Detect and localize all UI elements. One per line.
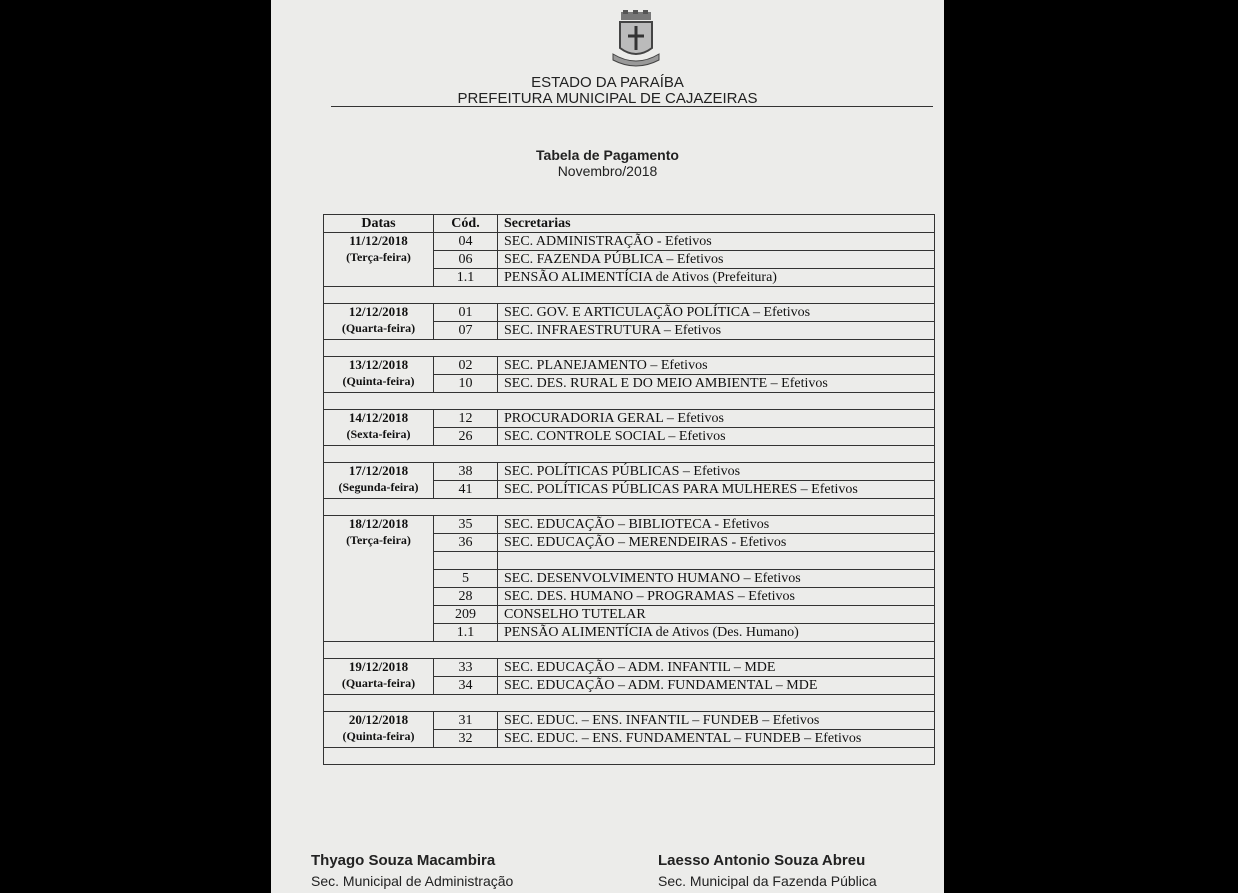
document-title: Tabela de Pagamento	[536, 147, 679, 163]
payment-date: 18/12/2018	[348, 516, 409, 531]
spacer-row	[324, 695, 935, 712]
secretariat-name: SEC. EDUCAÇÃO – MERENDEIRAS - Efetivos	[498, 534, 935, 552]
signatory-role: Sec. Municipal da Fazenda Pública	[658, 873, 877, 889]
secretariat-name: PENSÃO ALIMENTÍCIA de Ativos (Prefeitura)	[498, 269, 935, 287]
spacer-cell	[324, 748, 935, 765]
payment-weekday: (Quarta-feira)	[341, 676, 416, 690]
table-row	[324, 233, 935, 251]
spacer-row	[324, 642, 935, 659]
secretariat-name: SEC. INFRAESTRUTURA – Efetivos	[498, 322, 935, 340]
payment-weekday: (Segunda-feira)	[338, 480, 419, 494]
secretariat-name: SEC. POLÍTICAS PÚBLICAS PARA MULHERES – Efetivos	[498, 481, 935, 499]
table-row	[324, 304, 935, 322]
state-name: ESTADO DA PARAÍBA	[531, 74, 684, 91]
secretariat-code	[434, 552, 498, 570]
table-row	[324, 463, 935, 481]
signatory-role: Sec. Municipal de Administração	[311, 873, 514, 889]
secretariat-code: 209	[434, 606, 498, 624]
secretariat-name: SEC. EDUC. – ENS. INFANTIL – FUNDEB – Efetivos	[498, 712, 935, 730]
secretariat-code: 36	[434, 534, 498, 552]
column-header-dates: Datas	[324, 215, 434, 233]
spacer-row	[324, 393, 935, 410]
signature-block-administration	[311, 852, 513, 889]
secretariat-name: SEC. FAZENDA PÚBLICA – Efetivos	[498, 251, 935, 269]
document-page	[271, 0, 944, 893]
secretariat-code: 12	[434, 410, 498, 428]
payment-date-cell	[324, 410, 434, 446]
payment-weekday: (Quinta-feira)	[342, 729, 415, 743]
secretariat-name: SEC. DESENVOLVIMENTO HUMANO – Efetivos	[498, 570, 935, 588]
payment-date: 17/12/2018	[348, 463, 409, 478]
secretariat-code: 31	[434, 712, 498, 730]
table-body	[324, 233, 935, 765]
signatory-name: Laesso Antonio Souza Abreu	[658, 852, 866, 869]
secretariat-name: SEC. DES. RURAL E DO MEIO AMBIENTE – Efetivos	[498, 375, 935, 393]
secretariat-code: 10	[434, 375, 498, 393]
payment-weekday: (Quarta-feira)	[341, 321, 416, 335]
spacer-row	[324, 499, 935, 516]
secretariat-code: 41	[434, 481, 498, 499]
payment-date: 14/12/2018	[348, 410, 409, 425]
payment-date-cell	[324, 516, 434, 642]
payment-weekday: (Terça-feira)	[346, 533, 411, 547]
payment-date-cell	[324, 357, 434, 393]
spacer-cell	[324, 287, 935, 304]
table-row	[324, 516, 935, 534]
header-divider	[331, 106, 933, 107]
payment-weekday: (Quinta-feira)	[342, 374, 415, 388]
secretariat-name: SEC. ADMINISTRAÇÃO - Efetivos	[498, 233, 935, 251]
secretariat-name: SEC. EDUCAÇÃO – ADM. FUNDAMENTAL – MDE	[498, 677, 935, 695]
spacer-cell	[324, 393, 935, 410]
payment-date: 12/12/2018	[348, 304, 409, 319]
table-row	[324, 712, 935, 730]
payment-table	[323, 214, 935, 765]
secretariat-code: 28	[434, 588, 498, 606]
secretariat-code: 02	[434, 357, 498, 375]
payment-date-cell	[324, 659, 434, 695]
payment-date-cell	[324, 304, 434, 340]
payment-date-cell	[324, 712, 434, 748]
spacer-row	[324, 340, 935, 357]
secretariat-code: 33	[434, 659, 498, 677]
secretariat-code: 1.1	[434, 269, 498, 287]
payment-weekday: (Sexta-feira)	[346, 427, 411, 441]
secretariat-code: 35	[434, 516, 498, 534]
coat-of-arms-icon	[611, 10, 661, 72]
secretariat-code: 1.1	[434, 624, 498, 642]
payment-date: 19/12/2018	[348, 659, 409, 674]
spacer-row	[324, 748, 935, 765]
secretariat-code: 32	[434, 730, 498, 748]
secretariat-code: 04	[434, 233, 498, 251]
column-header-secretariats: Secretarias	[498, 215, 935, 233]
payment-date-cell	[324, 233, 434, 287]
spacer-row	[324, 446, 935, 463]
city-hall-name: PREFEITURA MUNICIPAL DE CAJAZEIRAS	[457, 90, 758, 107]
payment-date: 11/12/2018	[349, 233, 408, 248]
document-subtitle: Novembro/2018	[557, 163, 658, 179]
secretariat-name: PROCURADORIA GERAL – Efetivos	[498, 410, 935, 428]
spacer-cell	[324, 340, 935, 357]
spacer-row	[324, 287, 935, 304]
secretariat-name	[498, 552, 935, 570]
table-row	[324, 659, 935, 677]
secretariat-name: SEC. GOV. E ARTICULAÇÃO POLÍTICA – Efetivos	[498, 304, 935, 322]
secretariat-name: SEC. PLANEJAMENTO – Efetivos	[498, 357, 935, 375]
secretariat-code: 06	[434, 251, 498, 269]
secretariat-code: 26	[434, 428, 498, 446]
secretariat-name: SEC. DES. HUMANO – PROGRAMAS – Efetivos	[498, 588, 935, 606]
secretariat-name: SEC. EDUCAÇÃO – BIBLIOTECA - Efetivos	[498, 516, 935, 534]
signature-block-finance	[658, 852, 877, 889]
payment-date: 20/12/2018	[348, 712, 409, 727]
secretariat-code: 5	[434, 570, 498, 588]
payment-date-cell	[324, 463, 434, 499]
secretariat-name: CONSELHO TUTELAR	[498, 606, 935, 624]
secretariat-code: 01	[434, 304, 498, 322]
spacer-cell	[324, 499, 935, 516]
secretariat-name: SEC. CONTROLE SOCIAL – Efetivos	[498, 428, 935, 446]
table-row	[324, 357, 935, 375]
spacer-cell	[324, 695, 935, 712]
payment-date: 13/12/2018	[348, 357, 409, 372]
spacer-cell	[324, 446, 935, 463]
secretariat-name: SEC. POLÍTICAS PÚBLICAS – Efetivos	[498, 463, 935, 481]
secretariat-code: 38	[434, 463, 498, 481]
secretariat-name: SEC. EDUCAÇÃO – ADM. INFANTIL – MDE	[498, 659, 935, 677]
payment-weekday: (Terça-feira)	[346, 250, 411, 264]
table-row	[324, 410, 935, 428]
spacer-cell	[324, 642, 935, 659]
secretariat-name: PENSÃO ALIMENTÍCIA de Ativos (Des. Humano)	[498, 624, 935, 642]
secretariat-name: SEC. EDUC. – ENS. FUNDAMENTAL – FUNDEB – Efetivos	[498, 730, 935, 748]
table-header-row	[324, 215, 935, 233]
secretariat-code: 07	[434, 322, 498, 340]
column-header-code: Cód.	[434, 215, 498, 233]
signatory-name: Thyago Souza Macambira	[311, 852, 496, 869]
secretariat-code: 34	[434, 677, 498, 695]
